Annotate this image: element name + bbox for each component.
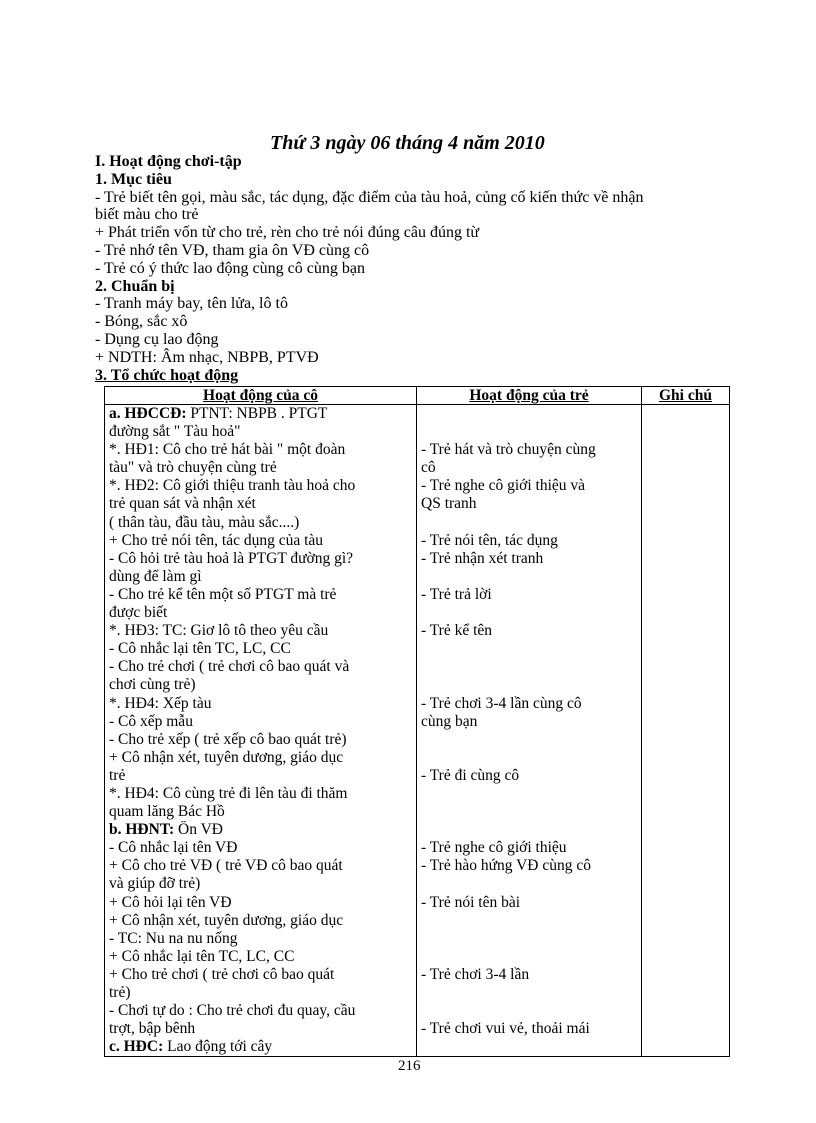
child-activity-line xyxy=(421,568,637,586)
teacher-activity-line: chơi cùng trẻ) xyxy=(109,676,196,694)
child-activity-line xyxy=(421,423,637,441)
header-teacher: Hoạt động của cô xyxy=(105,387,417,405)
teacher-activity-line: trợt, bập bênh xyxy=(109,1020,196,1038)
teacher-activity-line: - Cô hỏi trẻ tàu hoả là PTGT đường gì? xyxy=(109,549,354,567)
teacher-activity-line: và giúp đỡ trẻ) xyxy=(109,875,201,893)
child-activity-line: - Trẻ nói tên, tác dụng xyxy=(421,531,558,549)
child-activity-line: - Trẻ hào hứng VĐ cùng cô xyxy=(421,857,591,875)
teacher-activity-line: - Cho trẻ chơi ( trẻ chơi cô bao quát và xyxy=(109,658,350,676)
child-column xyxy=(417,405,642,1057)
teacher-activity-line: - Cô nhắc lại tên TC, LC, CC xyxy=(109,640,291,658)
child-activity-line: - Trẻ trả lời xyxy=(421,585,492,603)
teacher-activity-line: quam lăng Bác Hồ xyxy=(109,803,225,821)
goal-line: + Phát triển vốn từ cho trẻ, rèn cho trẻ nói đúng câu đúng từ xyxy=(95,224,480,242)
child-activity-line: - Trẻ chơi 3-4 lần xyxy=(421,965,530,983)
lesson-intro xyxy=(95,153,745,384)
goal-line: biết màu cho trẻ xyxy=(95,206,199,224)
teacher-activity-line: tàu" và trò chuyện cùng trẻ xyxy=(109,459,277,477)
teacher-activity-line: trẻ) xyxy=(109,984,131,1001)
child-activity-line xyxy=(421,948,637,966)
section-heading: I. Hoạt động chơi-tập xyxy=(95,153,242,170)
child-activity-line xyxy=(421,640,637,658)
teacher-activity-line: được biết xyxy=(109,604,168,622)
teacher-activity-line: + Cô nhận xét, tuyên dương, giáo dục xyxy=(109,748,344,766)
goal-line: - Trẻ nhớ tên VĐ, tham gia ôn VĐ cùng cô xyxy=(95,241,370,259)
activity-table xyxy=(104,386,730,1057)
child-activity-line xyxy=(421,514,637,532)
child-activity-line xyxy=(421,1002,637,1020)
header-child: Hoạt động của trẻ xyxy=(417,387,642,405)
teacher-activity-line: *. HĐ2: Cô giới thiệu tranh tàu hoả cho xyxy=(109,477,356,495)
org-heading: 3. Tổ chức hoạt động xyxy=(95,366,239,384)
teacher-activity-line: - Cô nhắc lại tên VĐ xyxy=(109,839,238,857)
teacher-activity-line: đường sắt " Tàu hoả" xyxy=(109,423,241,441)
child-activity-line xyxy=(421,821,637,839)
goal-line: - Trẻ có ý thức lao động cùng cô cùng bạn xyxy=(95,259,365,277)
child-activity-line: cùng bạn xyxy=(421,712,478,730)
prep-heading: 2. Chuẩn bị xyxy=(95,277,175,295)
child-activity-line xyxy=(421,1038,637,1056)
prep-line: - Tranh máy bay, tên lửa, lô tô xyxy=(95,295,288,313)
teacher-activity-line: a. HĐCCĐ: PTNT: NBPB . PTGT xyxy=(109,405,328,422)
teacher-activity-line: + Cho trẻ chơi ( trẻ chơi cô bao quát xyxy=(109,965,335,983)
child-activity-line: - Trẻ nghe cô giới thiệu xyxy=(421,839,567,857)
child-activity-line xyxy=(421,930,637,948)
child-activity-line xyxy=(421,803,637,821)
child-activity-line xyxy=(421,912,637,930)
prep-line: - Dụng cụ lao động xyxy=(95,330,219,348)
teacher-activity-line: + Cô hỏi lại tên VĐ xyxy=(109,893,232,911)
teacher-activity-line: - Cô xếp mẫu xyxy=(109,712,193,730)
child-activity-line xyxy=(421,604,637,622)
child-activity-line: - Trẻ hát và trò chuyện cùng xyxy=(421,441,596,459)
teacher-activity-line: + Cô cho trẻ VĐ ( trẻ VĐ cô bao quát xyxy=(109,857,343,875)
prep-line: + NDTH: Âm nhạc, NBPB, PTVĐ xyxy=(95,348,319,366)
notes-column xyxy=(642,405,730,1057)
teacher-activity-line: *. HĐ1: Cô cho trẻ hát bài " một đoàn xyxy=(109,441,346,459)
teacher-activity-line: - Cho trẻ kể tên một số PTGT mà trẻ xyxy=(109,585,337,603)
prep-line: - Bóng, sắc xô xyxy=(95,313,188,331)
teacher-activity-line: - Cho trẻ xếp ( trẻ xếp cô bao quát trẻ) xyxy=(109,730,347,748)
teacher-activity-line: trẻ xyxy=(109,766,126,784)
teacher-column xyxy=(105,405,417,1057)
child-activity-line xyxy=(421,658,637,676)
teacher-activity-line: - Chơi tự do : Cho trẻ chơi đu quay, cầu xyxy=(109,1002,356,1020)
teacher-activity-line: + Cô nhắc lại tên TC, LC, CC xyxy=(109,947,295,965)
child-activity-line xyxy=(421,785,637,803)
page-title: Thứ 3 ngày 06 tháng 4 năm 2010 xyxy=(270,132,545,154)
teacher-activity-line: ( thân tàu, đầu tàu, màu sắc....) xyxy=(109,513,300,531)
teacher-activity-line: + Cô nhận xét, tuyên dương, giáo dục xyxy=(109,911,344,929)
teacher-activity-line: + Cho trẻ nói tên, tác dụng của tàu xyxy=(109,531,324,549)
child-activity-line xyxy=(421,731,637,749)
child-activity-line: - Trẻ nghe cô giới thiệu và xyxy=(421,477,586,495)
teacher-activity-line: *. HĐ3: TC: Giơ lô tô theo yêu cầu xyxy=(109,622,329,640)
goal-line: - Trẻ biết tên gọi, màu sắc, tác dụng, đặc điểm của tàu hoả, củng cố kiến thức về nhận xyxy=(95,188,644,206)
child-activity-line xyxy=(421,984,637,1002)
teacher-activity-line: - TC: Nu na nu nống xyxy=(109,929,238,947)
child-activity-line: - Trẻ nói tên bài xyxy=(421,893,521,911)
teacher-activity-line: b. HĐNT: Ôn VĐ xyxy=(109,821,223,839)
teacher-activity-line: c. HĐC: Lao động tới cây xyxy=(109,1038,273,1056)
teacher-activity-line: dùng để làm gì xyxy=(109,567,202,585)
child-activity-line xyxy=(421,875,637,893)
child-activity-line: - Trẻ nhận xét tranh xyxy=(421,549,544,567)
teacher-activity-line: *. HĐ4: Xếp tàu xyxy=(109,694,212,712)
header-notes: Ghi chú xyxy=(642,387,730,405)
child-activity-line: - Trẻ chơi 3-4 lần cùng cô xyxy=(421,694,582,712)
child-activity-line: - Trẻ đi cùng cô xyxy=(421,766,520,784)
child-activity-line: - Trẻ chơi vui vẻ, thoải mái xyxy=(421,1020,590,1038)
child-activity-line: - Trẻ kể tên xyxy=(421,622,493,640)
page-number: 216 xyxy=(398,1058,421,1074)
goals-heading: 1. Mục tiêu xyxy=(95,170,172,188)
teacher-activity-line: trẻ quan sát và nhận xét xyxy=(109,495,256,513)
child-activity-line xyxy=(421,676,637,694)
teacher-activity-line: *. HĐ4: Cô cùng trẻ đi lên tàu đi thăm xyxy=(109,784,348,802)
child-activity-line xyxy=(421,749,637,767)
child-activity-line: cô xyxy=(421,459,436,477)
child-activity-line: QS tranh xyxy=(421,495,477,513)
child-activity-line xyxy=(421,405,637,423)
